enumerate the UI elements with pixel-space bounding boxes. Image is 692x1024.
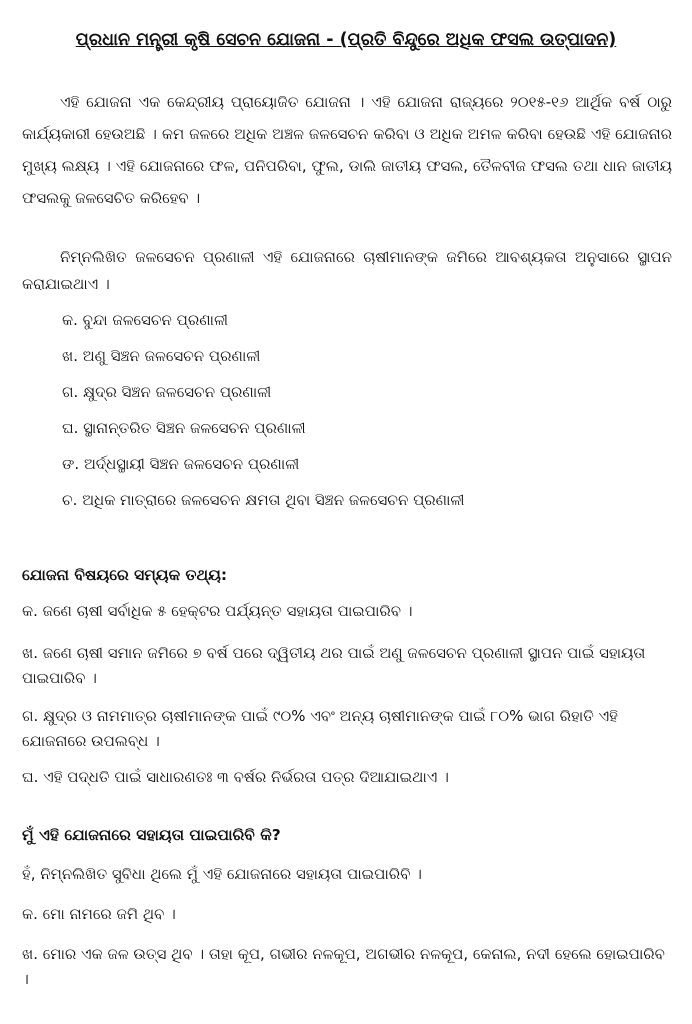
fact-item: ଖ. ଜଣେ ଚାଷୀ ସମାନ ଜମିରେ ୭ ବର୍ଷ ପରେ ଦ୍ୱିତୀୟ ଥର ପାଇଁ ଅଣୁ ଜଳସେଚନ ପ୍ରଣାଳୀ ସ୍ଥାପନ ପାଇଁ ସହାୟତା ପାଇପାରିବ । bbox=[22, 644, 646, 687]
answer-item: କ. ମୋ ନାମରେ ଜମି ଥିବ । bbox=[22, 905, 176, 923]
list-item: ଗ. କ୍ଷୁଦ୍ର ସିଞ୍ଚନ ଜଳସେଚନ ପ୍ରଣାଳୀ bbox=[62, 383, 272, 401]
answer-item: ଖ. ମୋର ଏକ ଜଳ ଉତ୍ସ ଥିବ । ତାହା କୂପ, ଗଭୀର ନଳକୂପ, ଅଗଭୀର ନଳକୂପ, କେନାଲ, ନଦୀ ହେଲେ ହୋଇପାରିବ । bbox=[22, 945, 665, 988]
list-item: ଙ. ଅର୍ଦ୍ଧସ୍ଥାୟୀ ସିଞ୍ଚନ ଜଳସେଚନ ପ୍ରଣାଳୀ bbox=[62, 455, 300, 473]
intro-paragraph: ଏହି ଯୋଜନା ଏକ କେନ୍ଦ୍ରୀୟ ପ୍ରାୟୋଜିତ ଯୋଜନା । ଏହି ଯୋଜନା ରାଜ୍ୟରେ ୨୦୧୫-୧୬ ଆର୍ଥିକ ବର୍ଷ ଠାରୁ କାର୍ଯ୍ୟକାରୀ ହେଉଅଛି । କମ ଜଳରେ ଅଧିକ ଅଞ୍ଚଳ ଜଳସେଚନ କରିବା ଓ ଅଧିକ ଅମଳ କରିବା ହେଉଛି ଏହି ଯୋଜନାର ମୁଖ୍ୟ ଲକ୍ଷ୍ୟ । ଏହି ଯୋଜନାରେ ଫଳ, ପନିପରିବା, ଫୁଲ, ଡାଲି ଜାତୀୟ ଫସଲ, ତୈଳବୀଜ ଫସଲ ତଥା ଧାନ ଜାତୀୟ ଫସଲକୁ ଜଳସେଚିତ କରିହେବ । bbox=[22, 93, 672, 207]
list-item: ଘ. ସ୍ଥାନାନ୍ତରିତ ସିଞ୍ଚନ ଜଳସେଚନ ପ୍ରଣାଳୀ bbox=[62, 419, 306, 437]
list-item: କ. ବୁନ୍ଦା ଜଳସେଚନ ପ୍ରଣାଳୀ bbox=[62, 311, 229, 329]
systems-intro-paragraph: ନିମ୍ନଲିଖିତ ଜଳସେଚନ ପ୍ରଣାଳୀ ଏହି ଯୋଜନାରେ ଚାଷୀମାନଙ୍କ ଜମିରେ ଆବଶ୍ୟକତା ଅନୁସାରେ ସ୍ଥାପନ କରାଯାଇଥାଏ । bbox=[22, 248, 672, 293]
fact-item: କ. ଜଣେ ଚାଷୀ ସର୍ବାଧିକ ୫ ହେକ୍ଟର ପର୍ଯ୍ୟନ୍ତ ସହାୟତା ପାଇପାରିବ । bbox=[22, 602, 413, 620]
list-item: ଖ. ଅଣୁ ସିଞ୍ଚନ ଜଳସେଚନ ପ୍ରଣାଳୀ bbox=[62, 347, 261, 365]
facts-heading: ଯୋଜନା ବିଷୟରେ ସମ୍ୟକ ତଥ୍ୟ: bbox=[22, 566, 228, 584]
eligibility-heading: ମୁଁ ଏହି ଯୋଜନାରେ ସହାୟତା ପାଇପାରିବି କି? bbox=[22, 826, 281, 844]
irrigation-systems-list bbox=[62, 302, 662, 518]
fact-item: ଘ. ଏହି ପଦ୍ଧତି ପାଇଁ ସାଧାରଣତଃ ୩ ବର୍ଷର ନିର୍ଭରତା ପତ୍ର ଦିଆଯାଇଥାଏ । bbox=[22, 768, 449, 786]
answer-item: ହଁ, ନିମ୍ନଲିଖିତ ସୁବିଧା ଥିଲେ ମୁଁ ଏହି ଯୋଜନାରେ ସହାୟତା ପାଇପାରିବି । bbox=[22, 865, 422, 883]
fact-item: ଗ. କ୍ଷୁଦ୍ର ଓ ନାମମାତ୍ର ଚାଷୀମାନଙ୍କ ପାଇଁ ୯୦% ଏବଂ ଅନ୍ୟ ଚାଷୀମାନଙ୍କ ପାଇଁ ୮୦% ଭାଗ ରିହାତି ଏହି ଯୋଜନାରେ ଉପଲବ୍ଧ । bbox=[22, 707, 618, 750]
page-title: ପ୍ରଧାନ ମନ୍ତ୍ରୀ କୃଷି ସେଚନ ଯୋଜନା - (ପ୍ରତି ବିନ୍ଦୁରେ ଅଧିକ ଫସଲ ଉତ୍ପାଦନ) bbox=[75, 30, 617, 50]
list-item: ଚ. ଅଧିକ ମାତ୍ରାରେ ଜଳସେଚନ କ୍ଷମତା ଥିବା ସିଞ୍ଚନ ଜଳସେଚନ ପ୍ରଣାଳୀ bbox=[62, 491, 465, 509]
